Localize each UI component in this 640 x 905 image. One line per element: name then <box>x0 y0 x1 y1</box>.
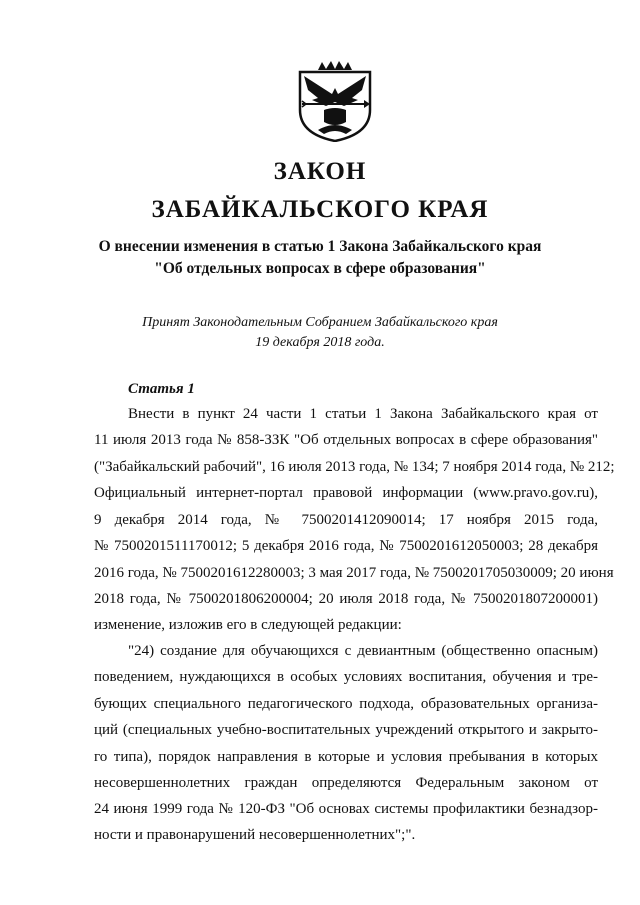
text-line: ("Забайкальский рабочий", 16 июля 2013 года, № 134; 7 ноября 2014 года, № 212; <box>94 459 615 475</box>
text-line: несовершеннолетних граждан определяются Федеральным законом от <box>94 775 598 791</box>
subtitle-line1: О внесении изменения в статью 1 Закона Забайкальского края <box>98 238 542 255</box>
adoption-date: 19 декабря 2018 года. <box>255 335 385 350</box>
text-line: № 7500201511170012; 5 декабря 2016 года, № 7500201612050003; 28 декабря <box>94 538 598 554</box>
document-title-line2: ЗАБАЙКАЛЬСКОГО КРАЯ <box>151 196 489 223</box>
text-line: ности и правонарушений несовершеннолетних";". <box>94 827 416 843</box>
text-line: 11 июля 2013 года № 858-ЗЗК "Об отдельных вопросах в сфере образования" <box>94 432 598 448</box>
article-heading: Статья 1 <box>128 381 195 397</box>
adoption-note <box>0 313 640 353</box>
text-line: Внести в пункт 24 части 1 статьи 1 Закона Забайкальского края от <box>128 406 598 422</box>
document-subtitle <box>0 236 640 280</box>
subtitle-line2: "Об отдельных вопросах в сфере образования" <box>154 260 486 277</box>
text-line: "24) создание для обучающихся с девиантным (общественно опасным) <box>128 643 598 659</box>
text-line: го типа), порядок направления в которые и условия пребывания в которых <box>94 749 598 765</box>
document-title-line1: ЗАКОН <box>273 158 367 185</box>
text-line: поведением, нуждающихся в особых условиях воспитания, обучения и тре- <box>94 669 598 685</box>
text-line: Официальный интернет-портал правовой информации (www.pravo.gov.ru), <box>94 485 598 501</box>
text-line: ций (специальных учебно-воспитательных учреждений открытого и закрыто- <box>94 722 598 738</box>
text-line: 24 июня 1999 года № 120-ФЗ "Об основах системы профилактики безнадзор- <box>94 801 598 817</box>
text-line: бующих специального педагогического подхода, образовательных организа- <box>94 696 598 712</box>
text-line: 2018 года, № 7500201806200004; 20 июля 2018 года, № 7500201807200001) <box>94 591 598 607</box>
coat-of-arms-icon <box>296 60 374 142</box>
adoption-line1: Принят Законодательным Собранием Забайкальского края <box>142 315 498 330</box>
text-line: 9 декабря 2014 года, № 7500201412090014; 17 ноября 2015 года, <box>94 512 598 528</box>
text-line: 2016 года, № 7500201612280003; 3 мая 2017 года, № 7500201705030009; 20 июня <box>94 565 614 581</box>
text-line: изменение, изложив его в следующей редакции: <box>94 617 402 633</box>
